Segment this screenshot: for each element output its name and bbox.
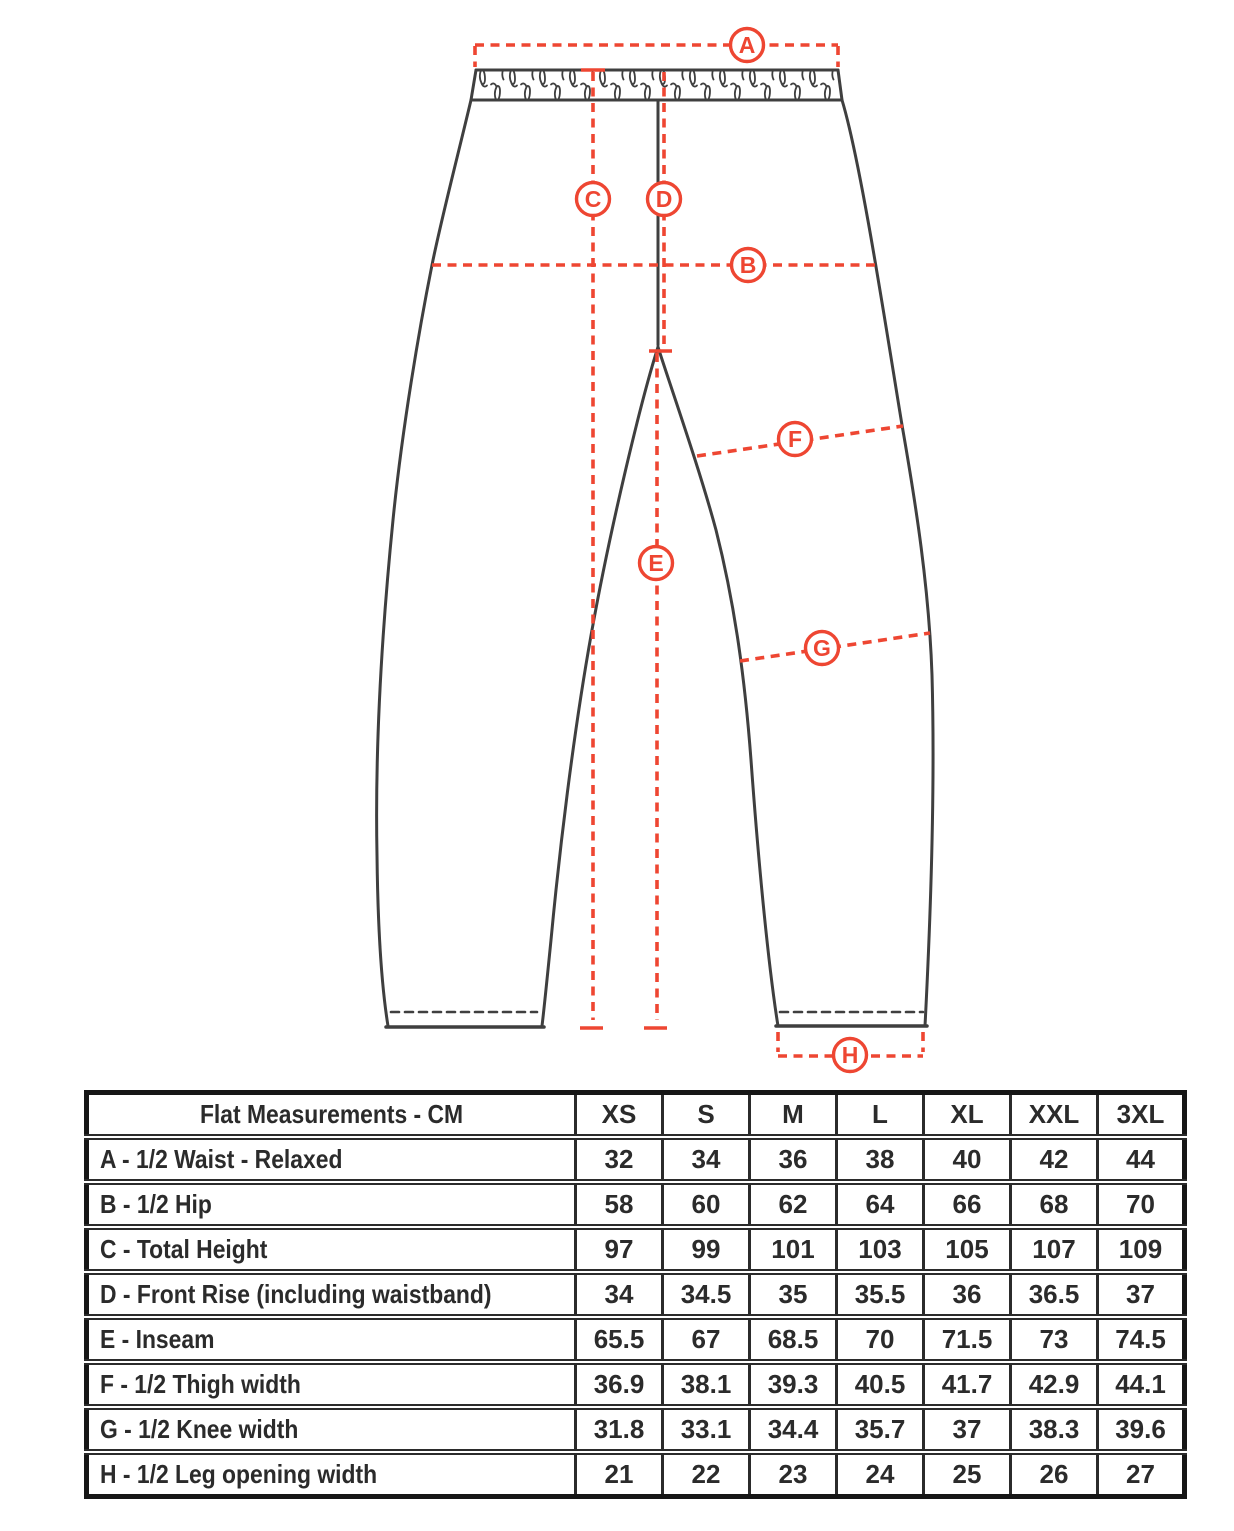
measurement-value-cell: 34.5 xyxy=(663,1272,750,1317)
measurement-label-cell xyxy=(87,1362,576,1407)
measurement-value-cell: 38 xyxy=(837,1137,924,1182)
measurement-value-cell: 103 xyxy=(837,1227,924,1272)
measurement-label: B - 1/2 Hip xyxy=(100,1189,212,1219)
right-inseam-curve xyxy=(658,347,778,1026)
measurement-label: G - 1/2 Knee width xyxy=(100,1414,299,1444)
column-header-xs: XS xyxy=(576,1093,663,1138)
measurement-label: C - Total Height xyxy=(100,1234,268,1264)
measurement-label: F - 1/2 Thigh width xyxy=(100,1369,301,1399)
measurement-value-cell: 36.9 xyxy=(576,1362,663,1407)
marker-F xyxy=(779,423,812,456)
marker-C-label: C xyxy=(584,186,602,212)
measurement-value-cell: 68 xyxy=(1011,1182,1098,1227)
measurement-value-cell: 44.1 xyxy=(1098,1362,1185,1407)
measurement-value-cell: 68.5 xyxy=(750,1317,837,1362)
marker-E xyxy=(640,547,673,580)
size-table-body xyxy=(87,1137,1185,1497)
measurement-value-cell: 44 xyxy=(1098,1137,1185,1182)
column-header-3xl: 3XL xyxy=(1098,1093,1185,1138)
measurement-value-cell: 36 xyxy=(750,1137,837,1182)
measurement-value-cell: 41.7 xyxy=(924,1362,1011,1407)
column-header-m: M xyxy=(750,1093,837,1138)
column-header-measurements xyxy=(87,1093,576,1138)
measurement-value-cell: 34 xyxy=(663,1137,750,1182)
marker-B-label: B xyxy=(739,252,757,278)
measurement-label-cell xyxy=(87,1227,576,1272)
measurement-label: A - 1/2 Waist - Relaxed xyxy=(100,1144,343,1174)
measurement-value-cell: 101 xyxy=(750,1227,837,1272)
left-inseam-curve xyxy=(542,347,658,1026)
measurement-value-cell: 35 xyxy=(750,1272,837,1317)
table-row xyxy=(87,1362,1185,1407)
measurement-label-cell xyxy=(87,1182,576,1227)
measurement-value-cell: 37 xyxy=(1098,1272,1185,1317)
column-header-label: Flat Measurements - CM xyxy=(199,1099,464,1129)
waistband-elastic-texture xyxy=(471,70,842,100)
measurement-value-cell: 64 xyxy=(837,1182,924,1227)
column-header-l: L xyxy=(837,1093,924,1138)
measurement-value-cell: 71.5 xyxy=(924,1317,1011,1362)
measurement-label-cell xyxy=(87,1407,576,1452)
table-row xyxy=(87,1272,1185,1317)
column-header-s: S xyxy=(663,1093,750,1138)
measurement-value-cell: 39.6 xyxy=(1098,1407,1185,1452)
table-header-row xyxy=(87,1093,1185,1138)
measurement-value-cell: 40 xyxy=(924,1137,1011,1182)
measurement-value-cell: 35.7 xyxy=(837,1407,924,1452)
measurement-value-cell: 70 xyxy=(1098,1182,1185,1227)
right-outer-seam xyxy=(838,70,933,1026)
measurement-label-cell xyxy=(87,1452,576,1497)
table-row xyxy=(87,1182,1185,1227)
measurement-label-cell xyxy=(87,1317,576,1362)
measurement-value-cell: 38.1 xyxy=(663,1362,750,1407)
marker-A xyxy=(731,29,764,62)
column-header-xl: XL xyxy=(924,1093,1011,1138)
measurement-value-cell: 36 xyxy=(924,1272,1011,1317)
measurement-label-cell xyxy=(87,1137,576,1182)
measurement-value-cell: 37 xyxy=(924,1407,1011,1452)
size-chart-table xyxy=(84,1090,1187,1499)
measurement-value-cell: 27 xyxy=(1098,1452,1185,1497)
measurement-value-cell: 32 xyxy=(576,1137,663,1182)
marker-H-label: H xyxy=(841,1042,859,1068)
measurement-value-cell: 105 xyxy=(924,1227,1011,1272)
marker-F-label: F xyxy=(787,426,803,452)
measurement-value-cell: 25 xyxy=(924,1452,1011,1497)
column-header-xxl: XXL xyxy=(1011,1093,1098,1138)
measurement-value-cell: 34.4 xyxy=(750,1407,837,1452)
measurement-value-cell: 67 xyxy=(663,1317,750,1362)
measurement-value-cell: 33.1 xyxy=(663,1407,750,1452)
measurement-value-cell: 58 xyxy=(576,1182,663,1227)
measurement-value-cell: 99 xyxy=(663,1227,750,1272)
marker-G xyxy=(806,632,839,665)
measurement-value-cell: 21 xyxy=(576,1452,663,1497)
measurement-value-cell: 23 xyxy=(750,1452,837,1497)
measurement-value-cell: 97 xyxy=(576,1227,663,1272)
left-outer-seam xyxy=(377,70,476,1026)
table-row xyxy=(87,1407,1185,1452)
measurement-value-cell: 34 xyxy=(576,1272,663,1317)
table-row xyxy=(87,1452,1185,1497)
measurement-value-cell: 26 xyxy=(1011,1452,1098,1497)
measurement-value-cell: 42 xyxy=(1011,1137,1098,1182)
measurement-value-cell: 70 xyxy=(837,1317,924,1362)
measurement-value-cell: 38.3 xyxy=(1011,1407,1098,1452)
measurement-value-cell: 74.5 xyxy=(1098,1317,1185,1362)
marker-A-label: A xyxy=(738,32,756,58)
measurement-value-cell: 42.9 xyxy=(1011,1362,1098,1407)
measurement-value-cell: 62 xyxy=(750,1182,837,1227)
measurement-label: E - Inseam xyxy=(100,1324,215,1354)
marker-D-label: D xyxy=(655,186,673,212)
marker-C xyxy=(577,183,610,216)
marker-D xyxy=(648,183,681,216)
measurement-value-cell: 39.3 xyxy=(750,1362,837,1407)
marker-G-label: G xyxy=(813,635,831,661)
measurement-value-cell: 24 xyxy=(837,1452,924,1497)
measurement-value-cell: 66 xyxy=(924,1182,1011,1227)
table-row xyxy=(87,1227,1185,1272)
measurement-label: H - 1/2 Leg opening width xyxy=(100,1459,378,1489)
marker-H xyxy=(834,1039,867,1072)
measurement-label-cell xyxy=(87,1272,576,1317)
marker-E-label: E xyxy=(648,550,664,576)
measurement-value-cell: 109 xyxy=(1098,1227,1185,1272)
measurement-value-cell: 31.8 xyxy=(576,1407,663,1452)
measurement-value-cell: 22 xyxy=(663,1452,750,1497)
measurement-value-cell: 65.5 xyxy=(576,1317,663,1362)
table-row xyxy=(87,1317,1185,1362)
measurement-value-cell: 107 xyxy=(1011,1227,1098,1272)
measurement-value-cell: 73 xyxy=(1011,1317,1098,1362)
measurement-value-cell: 35.5 xyxy=(837,1272,924,1317)
marker-B xyxy=(732,249,765,282)
measurement-value-cell: 36.5 xyxy=(1011,1272,1098,1317)
table-row xyxy=(87,1137,1185,1182)
measurement-label: D - Front Rise (including waistband) xyxy=(100,1279,492,1309)
measurement-value-cell: 60 xyxy=(663,1182,750,1227)
measurement-value-cell: 40.5 xyxy=(837,1362,924,1407)
